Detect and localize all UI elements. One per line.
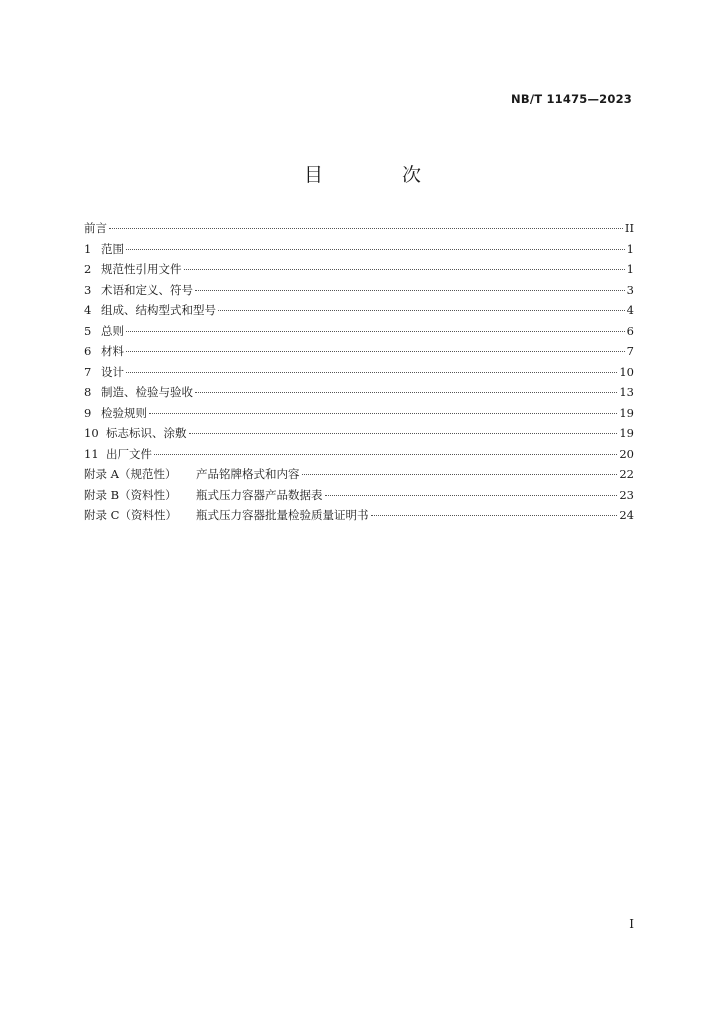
toc-entry-page: 4: [626, 303, 634, 317]
standard-number: NB/T 11475—2023: [511, 92, 632, 106]
toc-entry-number: 附录 A（规范性）: [84, 467, 177, 481]
toc-entry-page: 13: [619, 385, 634, 399]
toc-entry-page: 1: [626, 241, 634, 256]
toc-entry-page: 7: [626, 344, 634, 358]
toc-entry-page: 19: [619, 426, 634, 440]
toc-entry-label: 标志标识、涂敷: [106, 426, 187, 440]
toc-entry-page: 6: [626, 323, 634, 338]
toc-entry-label: 设计: [101, 364, 124, 379]
toc-leader-dots: [195, 392, 617, 393]
toc-leader-dots: [149, 413, 617, 414]
toc-leader-dots: [126, 372, 617, 373]
toc-entry-number: 10: [84, 426, 99, 440]
toc-entry-7[interactable]: [84, 362, 634, 383]
toc-entry-page: 1: [626, 262, 634, 276]
toc-entry-label: 范围: [101, 241, 124, 256]
toc-entry-number: 附录 C（资料性）: [84, 508, 177, 522]
toc-entry-label: 产品铭牌格式和内容: [196, 467, 300, 481]
toc-entry-page: 24: [619, 508, 634, 522]
toc-entry-label: 制造、检验与验收: [101, 385, 193, 399]
toc-entry-number: 4: [84, 303, 92, 317]
toc-entry-appendix-b[interactable]: [84, 485, 634, 506]
toc-entry-page: 10: [619, 364, 634, 379]
toc-entry-4[interactable]: [84, 300, 634, 321]
toc-leader-dots: [184, 269, 625, 270]
toc-entry-number: 1: [84, 241, 92, 256]
toc-leader-dots: [109, 228, 623, 229]
toc-entry-8[interactable]: [84, 382, 634, 403]
toc-entry-2[interactable]: [84, 259, 634, 280]
toc-entry-3[interactable]: [84, 280, 634, 301]
toc-entry-appendix-a[interactable]: [84, 464, 634, 485]
toc-entry-number: 8: [84, 385, 92, 399]
toc-entry-label: 检验规则: [101, 405, 147, 420]
toc-entry-page: II: [624, 221, 634, 235]
toc-leader-dots: [218, 310, 625, 311]
toc-entry-label: 出厂文件: [106, 446, 152, 461]
toc-leader-dots: [371, 515, 618, 516]
toc-leader-dots: [302, 474, 618, 475]
toc-leader-dots: [325, 495, 618, 496]
toc-entry-6[interactable]: [84, 341, 634, 362]
toc-entry-11[interactable]: [84, 444, 634, 465]
toc-entry-foreword[interactable]: [84, 218, 634, 239]
toc-entry-label: 瓶式压力容器批量检验质量证明书: [196, 508, 369, 522]
toc-entry-10[interactable]: [84, 423, 634, 444]
toc-entry-label: 组成、结构型式和型号: [101, 303, 216, 317]
toc-entry-number: 7: [84, 364, 92, 379]
table-of-contents: [84, 218, 634, 526]
toc-entry-number: 5: [84, 323, 92, 338]
page-title: 目 次: [303, 164, 451, 186]
toc-entry-label: 材料: [101, 344, 124, 358]
page-number: I: [629, 917, 634, 931]
toc-entry-number: 3: [84, 282, 92, 297]
toc-entry-label: 术语和定义、符号: [101, 282, 193, 297]
toc-leader-dots: [126, 331, 625, 332]
toc-entry-9[interactable]: [84, 403, 634, 424]
toc-entry-number: 附录 B（资料性）: [84, 487, 177, 502]
toc-entry-label: 规范性引用文件: [101, 262, 182, 276]
toc-entry-number: 6: [84, 344, 92, 358]
toc-leader-dots: [126, 351, 625, 352]
toc-entry-number: 2: [84, 262, 92, 276]
toc-leader-dots: [195, 290, 625, 291]
toc-leader-dots: [189, 433, 618, 434]
toc-entry-appendix-c[interactable]: [84, 505, 634, 526]
toc-entry-label: 总则: [101, 323, 124, 338]
toc-entry-number: 9: [84, 405, 92, 420]
toc-entry-page: 19: [619, 405, 634, 420]
toc-entry-5[interactable]: [84, 321, 634, 342]
toc-leader-dots: [154, 454, 617, 455]
toc-entry-1[interactable]: [84, 239, 634, 260]
toc-entry-page: 3: [626, 282, 634, 297]
toc-entry-label: 瓶式压力容器产品数据表: [196, 487, 323, 502]
toc-leader-dots: [126, 249, 625, 250]
toc-entry-page: 20: [619, 446, 634, 461]
toc-entry-label: 前言: [84, 221, 107, 235]
toc-entry-page: 22: [619, 467, 634, 481]
toc-entry-page: 23: [619, 487, 634, 502]
toc-entry-number: 11: [84, 446, 99, 461]
